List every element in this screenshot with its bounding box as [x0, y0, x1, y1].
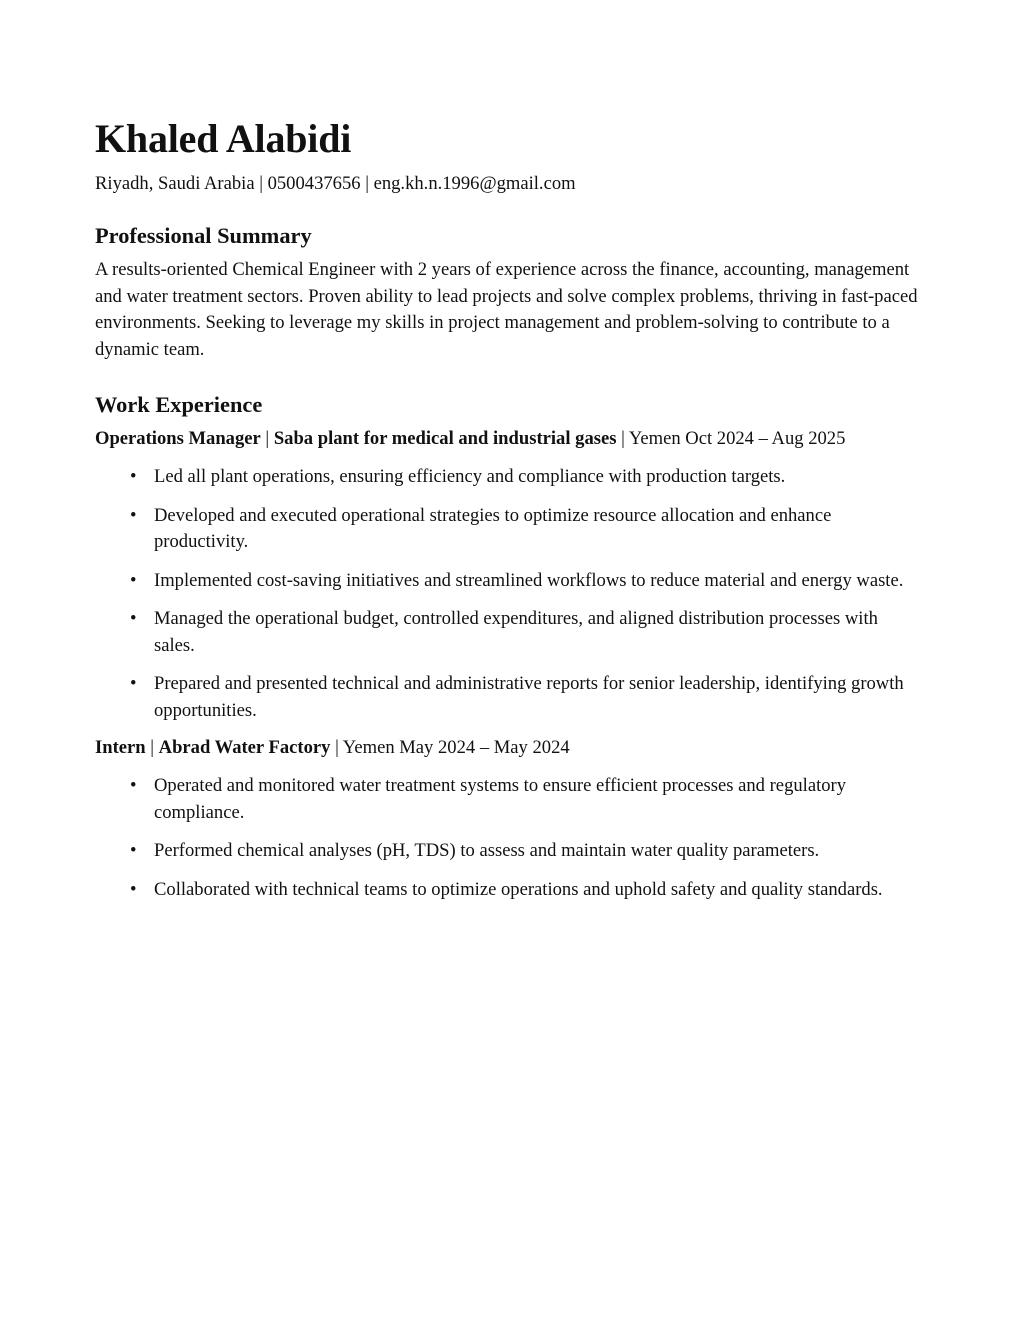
- resume-page: [95, 112, 935, 903]
- bullet-icon: •: [130, 878, 137, 900]
- separator: |: [260, 428, 274, 449]
- bullet-text: Developed and executed operational strategies to optimize resource allocation and enhance productivity.: [154, 504, 832, 552]
- list-item: [130, 464, 935, 491]
- bullet-text: Managed the operational budget, controlled expenditures, and aligned distribution processes with sales.: [154, 608, 878, 656]
- bullet-icon: •: [130, 504, 137, 526]
- bullet-icon: •: [130, 775, 137, 796]
- list-item: [130, 568, 935, 595]
- job-entry: [95, 735, 935, 903]
- list-item: [130, 606, 935, 659]
- contact-line: Riyadh, Saudi Arabia | 0500437656 | eng.kh.n.1996@gmail.com: [95, 173, 576, 194]
- list-item: [130, 671, 935, 724]
- candidate-name: Khaled Alabidi: [95, 116, 352, 161]
- list-item: [130, 838, 935, 865]
- bullet-text: Performed chemical analyses (pH, TDS) to assess and maintain water quality parameters.: [154, 840, 820, 861]
- job-entry: [95, 426, 935, 724]
- bullet-text: Operated and monitored water treatment systems to ensure efficient processes and regulatory compliance.: [154, 775, 847, 823]
- job-header: [95, 735, 935, 761]
- job-bullet-list: [95, 464, 935, 724]
- summary-heading: Professional Summary: [95, 223, 312, 248]
- list-item: [130, 877, 935, 904]
- job-company: Saba plant for medical and industrial gases: [273, 428, 617, 449]
- summary-text: A results-oriented Chemical Engineer with 2 years of experience across the finance, accounting, management and water treatment sectors. Proven ability to lead projects and solve complex problems, thriving in fast-paced environments. Seeking to leverage my skills in project management and problem-solving to contribute to a dynamic team.: [95, 259, 918, 360]
- bullet-text: Prepared and presented technical and administrative reports for senior leadership, identifying growth opportunities.: [154, 673, 904, 721]
- job-role: Intern: [95, 737, 146, 758]
- bullet-icon: •: [130, 466, 137, 487]
- job-details: | Yemen Oct 2024 – Aug 2025: [616, 428, 846, 449]
- list-item: [130, 773, 935, 826]
- job-role: Operations Manager: [95, 428, 261, 449]
- bullet-icon: •: [130, 840, 137, 861]
- job-header: [95, 426, 935, 452]
- separator: |: [145, 737, 159, 758]
- job-details: | Yemen May 2024 – May 2024: [330, 737, 570, 758]
- bullet-icon: •: [130, 608, 137, 629]
- bullet-text: Implemented cost-saving initiatives and streamlined workflows to reduce material and energy waste.: [154, 569, 904, 591]
- bullet-text: Collaborated with technical teams to optimize operations and uphold safety and quality standards.: [154, 878, 883, 900]
- bullet-icon: •: [130, 569, 137, 591]
- bullet-icon: •: [130, 673, 137, 694]
- work-experience-heading: Work Experience: [95, 392, 263, 417]
- list-item: [130, 503, 935, 556]
- job-company: Abrad Water Factory: [158, 737, 331, 758]
- bullet-text: Led all plant operations, ensuring efficiency and compliance with production targets.: [154, 466, 786, 487]
- job-bullet-list: [95, 773, 935, 903]
